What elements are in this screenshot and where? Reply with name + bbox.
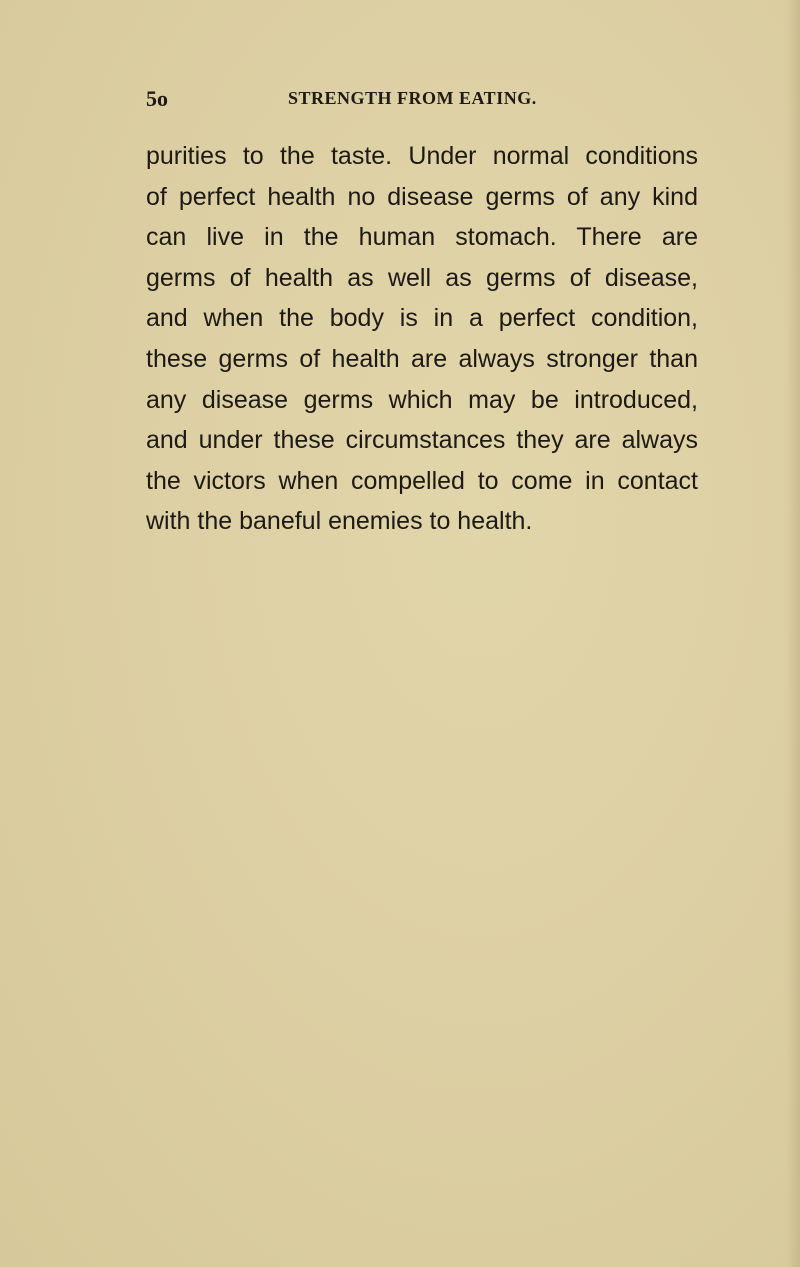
running-title: STRENGTH FROM EATING. <box>288 88 537 108</box>
text-line: can live in the human stomach. There are <box>146 223 698 252</box>
text-line: the victors when compelled to come in contact <box>146 466 698 495</box>
text-line: these germs of health are always stronger than <box>146 344 698 373</box>
text-line: purities to the taste. Under normal conditions <box>146 142 698 170</box>
body-paragraph <box>146 136 698 542</box>
text-line: any disease germs which may be introduced, <box>146 385 698 414</box>
page-number: 5o <box>146 86 168 111</box>
text-line: with the baneful enemies to health. <box>146 507 533 536</box>
running-head <box>146 86 700 112</box>
text-line: and when the body is in a perfect condition, <box>146 304 698 333</box>
page-edge-shadow <box>786 0 800 1267</box>
text-line: germs of health as well as germs of disease, <box>146 263 698 292</box>
text-line: and under these circumstances they are always <box>146 426 698 455</box>
text-line: of perfect health no disease germs of any kind <box>146 182 698 211</box>
